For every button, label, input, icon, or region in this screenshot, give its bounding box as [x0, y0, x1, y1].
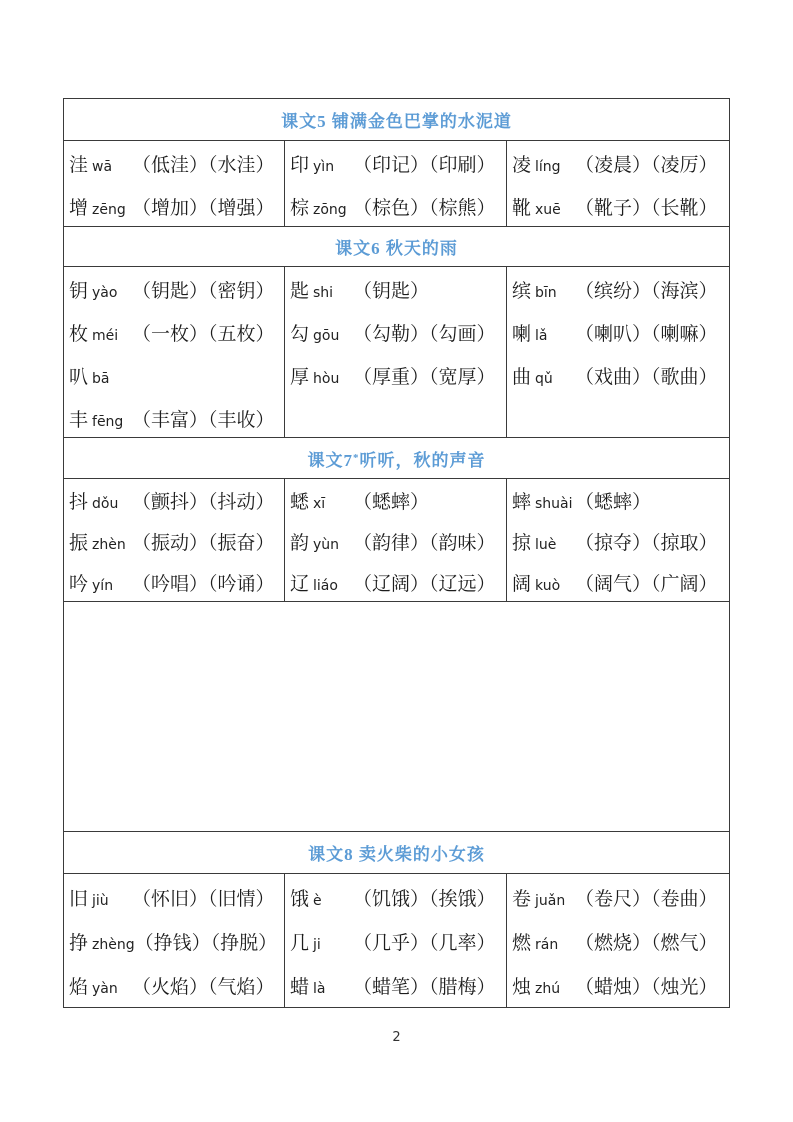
column-cell [507, 874, 729, 1007]
entry-row [69, 268, 282, 311]
entry-label [512, 362, 575, 389]
entry-row [290, 354, 504, 397]
entry-row [512, 185, 727, 226]
entry-pinyin: zhú [535, 980, 561, 997]
entry-label [290, 276, 353, 303]
entry-row [69, 185, 282, 226]
section-content-row [64, 141, 729, 227]
entry-pinyin: yìn [313, 159, 335, 175]
entry-hanzi: 韵 [290, 533, 310, 554]
entry-row [512, 919, 727, 963]
entry-row [512, 963, 727, 1007]
entry-hanzi: 叭 [69, 367, 89, 388]
entry-words: （吟唱）（吟诵） [132, 574, 275, 595]
entry-words: （蜡烛）（烛光） [575, 976, 718, 998]
entry-row [512, 562, 727, 601]
entry-row [290, 142, 504, 185]
entry-pinyin: yín [92, 578, 114, 594]
entry-row [512, 311, 727, 354]
entry-row [512, 268, 727, 311]
entry-label [512, 569, 575, 596]
entry-hanzi: 掠 [512, 533, 532, 554]
entry-pinyin: shi [313, 285, 334, 301]
entry-pinyin: zhèng [92, 936, 135, 953]
entry-pinyin: líng [535, 159, 561, 175]
column-cell [64, 479, 285, 601]
entry-label [512, 972, 575, 999]
entry-label [69, 319, 132, 346]
section-title-asterisk: * [353, 451, 360, 464]
entry-words: （蜡笔）（腊梅） [353, 976, 496, 998]
entry-label [290, 150, 353, 177]
entry-label [290, 362, 353, 389]
entry-row [69, 919, 282, 963]
entry-hanzi: 蜡 [290, 976, 310, 998]
section-title: 课文8 卖火柴的小女孩 [308, 845, 485, 864]
entry-pinyin: bīn [535, 285, 557, 301]
entry-pinyin: lǎ [535, 328, 548, 344]
entry-row [69, 142, 282, 185]
entry-label [290, 884, 353, 911]
entry-row [512, 875, 727, 919]
entry-hanzi: 棕 [290, 198, 310, 219]
entry-words: （蟋蟀） [575, 492, 652, 513]
entry-label [69, 150, 132, 177]
entry-hanzi: 喇 [512, 324, 532, 345]
section-title: 课文5 铺满金色巴掌的水泥道 [281, 112, 512, 131]
entry-pinyin: yào [92, 285, 118, 301]
entry-pinyin: ji [313, 936, 321, 953]
entry-hanzi: 挣 [69, 932, 89, 954]
entry-label [512, 884, 575, 911]
entry-words: （钥匙）（密钥） [132, 281, 275, 302]
entry-pinyin: qǔ [535, 371, 553, 387]
entry-words: （钥匙） [353, 281, 430, 302]
entry-hanzi: 饿 [290, 888, 310, 910]
entry-words: （蟋蟀） [353, 492, 430, 513]
entry-row [69, 875, 282, 919]
entry-label [512, 528, 575, 555]
entry-hanzi: 缤 [512, 281, 532, 302]
entry-pinyin: méi [92, 328, 119, 344]
entry-hanzi: 几 [290, 932, 310, 954]
entry-hanzi: 焰 [69, 976, 89, 998]
entry-hanzi: 枚 [69, 324, 89, 345]
entry-words: （靴子）（长靴） [575, 198, 718, 219]
entry-words: （一枚）（五枚） [132, 324, 275, 345]
entry-row [69, 354, 282, 397]
page-number: 2 [392, 1030, 401, 1045]
column-cell [64, 141, 285, 226]
entry-row [512, 480, 727, 521]
entry-pinyin: zhèn [92, 537, 126, 553]
entry-pinyin: yàn [92, 980, 118, 997]
entry-pinyin: è [313, 892, 322, 909]
entry-pinyin: fēng [92, 414, 124, 430]
entry-pinyin: bā [92, 371, 110, 387]
entry-label [290, 972, 353, 999]
entry-hanzi: 凌 [512, 155, 532, 176]
entry-label [69, 362, 132, 389]
entry-label [512, 193, 575, 220]
column-cell [507, 267, 729, 437]
entry-pinyin: jiù [92, 892, 109, 909]
entry-pinyin: zēng [92, 202, 126, 218]
entry-row [69, 397, 282, 437]
entry-row [69, 311, 282, 354]
entry-words: （颤抖）（抖动） [132, 492, 275, 513]
entry-row [290, 875, 504, 919]
entry-words: （印记）（印刷） [353, 155, 496, 176]
column-cell [64, 874, 285, 1007]
entry-row [512, 354, 727, 397]
entry-label [69, 569, 132, 596]
entry-pinyin: gōu [313, 328, 340, 344]
entry-pinyin: rán [535, 936, 559, 953]
entry-label [69, 487, 132, 514]
entry-label [512, 928, 575, 955]
entry-pinyin: yùn [313, 537, 340, 553]
section-content-row [64, 479, 729, 602]
entry-words: （增加）（增强） [132, 198, 275, 219]
entry-pinyin: wā [92, 159, 113, 175]
entry-row [290, 185, 504, 226]
entry-row [290, 521, 504, 562]
entry-label [69, 193, 132, 220]
entry-row [290, 268, 504, 311]
section-header-row [64, 99, 729, 141]
vocabulary-table [63, 98, 730, 1008]
entry-pinyin: zōng [313, 202, 347, 218]
entry-row [290, 963, 504, 1007]
entry-row [290, 562, 504, 601]
entry-row [69, 521, 282, 562]
entry-hanzi: 匙 [290, 281, 310, 302]
entry-label [512, 319, 575, 346]
entry-label [512, 487, 575, 514]
entry-words: （阔气）（广阔） [575, 574, 718, 595]
entry-label [69, 972, 132, 999]
entry-hanzi: 勾 [290, 324, 310, 345]
entry-hanzi: 燃 [512, 932, 532, 954]
entry-hanzi: 卷 [512, 888, 532, 910]
column-cell [507, 479, 729, 601]
entry-words: （几乎）（几率） [353, 932, 496, 954]
section-title: 课文7 [307, 450, 353, 470]
entry-label [69, 276, 132, 303]
entry-words: （燃烧）（燃气） [575, 932, 718, 954]
entry-hanzi: 靴 [512, 198, 532, 219]
column-cell [285, 874, 507, 1007]
column-cell [64, 267, 285, 437]
entry-words: （火焰）（气焰） [132, 976, 275, 998]
entry-row [69, 480, 282, 521]
entry-hanzi: 辽 [290, 574, 310, 595]
entry-words: （挣钱）（挣脱） [134, 932, 278, 954]
entry-pinyin: xī [313, 496, 326, 512]
entry-pinyin: dǒu [92, 496, 119, 512]
entry-words: （凌晨）（凌厉） [575, 155, 718, 176]
entry-row [69, 562, 282, 601]
column-cell [507, 141, 729, 226]
entry-hanzi: 丰 [69, 410, 89, 431]
entry-words: （勾勒）（勾画） [353, 324, 496, 345]
entry-words: （喇叭）（喇嘛） [575, 324, 718, 345]
entry-pinyin: luè [535, 537, 557, 553]
entry-hanzi: 蟋 [290, 492, 310, 513]
entry-pinyin: juǎn [535, 892, 566, 909]
entry-words: （丰富）（丰收） [132, 410, 275, 431]
entry-label [290, 193, 353, 220]
entry-label [290, 319, 353, 346]
section-header-row [64, 438, 729, 479]
entry-pinyin: kuò [535, 578, 561, 594]
entry-pinyin: là [313, 980, 326, 997]
section-title: 课文6 秋天的雨 [335, 239, 458, 258]
entry-row [290, 919, 504, 963]
entry-hanzi: 增 [69, 198, 89, 219]
entry-words: （韵律）（韵味） [353, 533, 496, 554]
column-cell [285, 479, 507, 601]
empty-spacer-row [64, 602, 729, 832]
entry-label [290, 487, 353, 514]
entry-row [512, 142, 727, 185]
entry-hanzi: 吟 [69, 574, 89, 595]
entry-hanzi: 印 [290, 155, 310, 176]
entry-label [290, 528, 353, 555]
entry-words: （怀旧）（旧情） [132, 888, 275, 910]
entry-label [290, 928, 353, 955]
entry-words: （振动）（振奋） [132, 533, 275, 554]
entry-row [290, 311, 504, 354]
entry-hanzi: 厚 [290, 367, 310, 388]
entry-words: （掠夺）（掠取） [575, 533, 718, 554]
entry-label [69, 405, 132, 432]
entry-hanzi: 振 [69, 533, 89, 554]
column-cell [285, 141, 507, 226]
column-cell [285, 267, 507, 437]
entry-pinyin: xuē [535, 202, 561, 218]
entry-words: （低洼）（水洼） [132, 155, 275, 176]
entry-hanzi: 旧 [69, 888, 89, 910]
entry-label [512, 150, 575, 177]
section-content-row [64, 267, 729, 438]
entry-label [69, 884, 132, 911]
entry-words: （饥饿）（挨饿） [353, 888, 496, 910]
entry-label [69, 528, 132, 555]
entry-hanzi: 抖 [69, 492, 89, 513]
entry-words: （戏曲）（歌曲） [575, 367, 718, 388]
entry-words: （厚重）（宽厚） [353, 367, 496, 388]
section-header-row [64, 227, 729, 267]
section-content-row [64, 874, 729, 1007]
entry-words: （棕色）（棕熊） [353, 198, 496, 219]
entry-hanzi: 阔 [512, 574, 532, 595]
entry-pinyin: shuài [535, 496, 573, 512]
entry-hanzi: 蟀 [512, 492, 532, 513]
section-title-rest: 听听，秋的声音 [359, 450, 486, 470]
entry-label [512, 276, 575, 303]
entry-pinyin: hòu [313, 371, 340, 387]
entry-row [69, 963, 282, 1007]
entry-hanzi: 曲 [512, 367, 532, 388]
section-header-row [64, 832, 729, 874]
entry-words: （卷尺）（卷曲） [575, 888, 718, 910]
entry-words: （辽阔）（辽远） [353, 574, 496, 595]
entry-row [512, 521, 727, 562]
entry-words: （缤纷）（海滨） [575, 281, 718, 302]
entry-label [290, 569, 353, 596]
entry-hanzi: 钥 [69, 281, 89, 302]
entry-hanzi: 洼 [69, 155, 89, 176]
entry-label [69, 928, 135, 955]
entry-row [290, 480, 504, 521]
entry-hanzi: 烛 [512, 976, 532, 998]
entry-pinyin: liáo [313, 578, 338, 594]
